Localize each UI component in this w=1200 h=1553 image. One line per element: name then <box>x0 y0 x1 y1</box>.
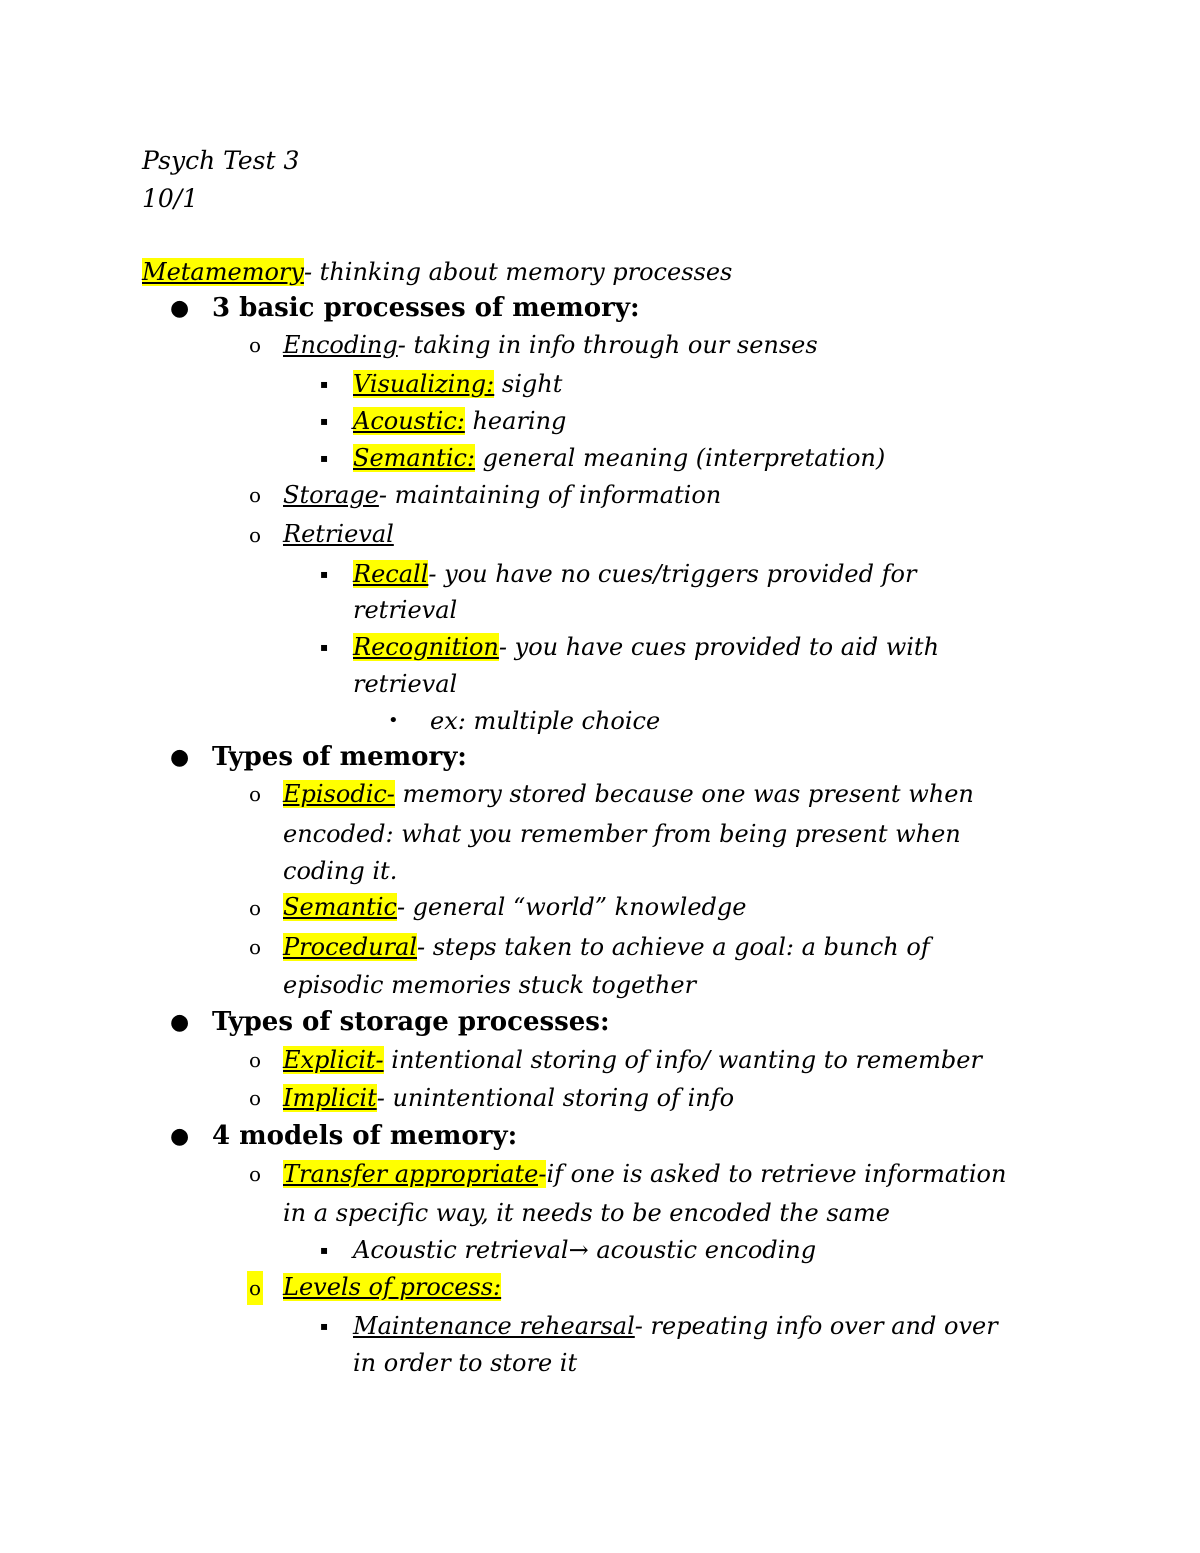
semantic-encoding-definition: general meaning (interpretation) <box>475 444 886 472</box>
square-bullet-icon: ▪ <box>320 377 329 391</box>
square-bullet-icon: ▪ <box>320 414 329 428</box>
square-bullet-icon: ▪ <box>320 567 329 581</box>
term-semantic-memory: Semantic <box>283 893 397 921</box>
term-explicit: Explicit- <box>283 1046 384 1074</box>
encoding-line <box>283 328 818 362</box>
circle-bullet-icon: o <box>249 333 262 357</box>
retrieval-line <box>283 517 394 551</box>
transfer-dash: - <box>538 1160 547 1188</box>
acoustic-encoding-text: acoustic encoding <box>588 1236 817 1264</box>
recall-definition: - you have no cues/triggers provided for <box>428 560 917 588</box>
square-bullet-icon: ▪ <box>320 1243 329 1257</box>
example-line: ex: multiple choice <box>430 707 661 735</box>
recall-line <box>353 557 916 591</box>
circle-bullet-icon: o <box>249 1048 262 1072</box>
circle-bullet-icon: o <box>249 483 262 507</box>
encoding-definition: - taking in info through our senses <box>397 331 818 359</box>
recognition-line <box>353 630 939 664</box>
arrow-right-icon: → <box>568 1236 589 1264</box>
maintenance-definition: - repeating info over and over <box>634 1312 998 1340</box>
transfer-definition: if one is asked to retrieve information <box>546 1160 1007 1188</box>
term-levels-of-process: Levels of process: <box>283 1273 502 1301</box>
term-transfer-appropriate: Transfer appropriate <box>283 1160 539 1188</box>
circle-bullet-icon: o <box>249 1086 262 1110</box>
visualizing-line <box>353 367 562 401</box>
term-recall: Recall <box>353 560 429 588</box>
acoustic-retrieval-text: Acoustic retrieval <box>353 1236 569 1264</box>
maintenance-continuation: in order to store it <box>353 1349 578 1377</box>
recognition-definition: - you have cues provided to aid with <box>498 633 940 661</box>
episodic-continuation-2: coding it. <box>283 857 398 885</box>
procedural-definition: - steps taken to achieve a goal: a bunch of <box>417 933 930 961</box>
implicit-definition: - unintentional storing of info <box>376 1084 735 1112</box>
episodic-definition: memory stored because one was present when <box>394 780 974 808</box>
recognition-continuation: retrieval <box>353 670 458 698</box>
term-metamemory: Metamemory <box>142 258 304 286</box>
term-implicit: Implicit <box>283 1084 377 1112</box>
acoustic-line <box>353 404 566 438</box>
storage-line <box>283 478 721 512</box>
term-recognition: Recognition <box>353 633 499 661</box>
episodic-continuation-1: encoded: what you remember from being present when <box>283 820 961 848</box>
circle-bullet-icon: o <box>249 1162 262 1186</box>
heading-basic-processes: 3 basic processes of memory: <box>212 293 640 323</box>
term-procedural: Procedural <box>283 933 417 961</box>
implicit-line <box>283 1081 734 1115</box>
recall-continuation: retrieval <box>353 596 458 624</box>
visualizing-definition: sight <box>494 370 563 398</box>
bullet-icon: ● <box>170 745 190 770</box>
circle-bullet-icon: o <box>249 523 262 547</box>
explicit-line <box>283 1043 982 1077</box>
transfer-continuation: in a specific way, it needs to be encoded the same <box>283 1199 890 1227</box>
bullet-icon: ● <box>170 1124 190 1149</box>
procedural-line <box>283 930 930 964</box>
levels-line <box>283 1270 501 1304</box>
heading-storage-processes: Types of storage processes: <box>212 1007 610 1037</box>
square-bullet-icon: ▪ <box>320 451 329 465</box>
term-acoustic: Acoustic: <box>353 407 465 435</box>
document-date: 10/1 <box>142 184 199 213</box>
circle-bullet-icon: o <box>249 935 262 959</box>
episodic-line <box>283 777 974 811</box>
heading-models-of-memory: 4 models of memory: <box>212 1121 518 1151</box>
procedural-continuation: episodic memories stuck together <box>283 971 697 999</box>
circle-bullet-icon: o <box>249 896 262 920</box>
storage-definition: - maintaining of information <box>378 481 722 509</box>
explicit-definition: intentional storing of info/ wanting to remember <box>383 1046 982 1074</box>
transfer-line <box>283 1157 1006 1191</box>
square-bullet-icon: ▪ <box>320 640 329 654</box>
semantic-encoding-line <box>353 441 885 475</box>
maintenance-line <box>353 1309 998 1343</box>
heading-types-of-memory: Types of memory: <box>212 742 467 772</box>
acoustic-retrieval-line <box>353 1233 816 1267</box>
term-retrieval: Retrieval <box>283 520 394 548</box>
circle-bullet-icon: o <box>247 1271 263 1305</box>
term-storage: Storage <box>283 481 379 509</box>
term-maintenance-rehearsal: Maintenance rehearsal <box>353 1312 635 1340</box>
term-semantic-encoding: Semantic: <box>353 444 476 472</box>
semantic-memory-definition: - general “world” knowledge <box>396 893 747 921</box>
semantic-memory-line <box>283 890 746 924</box>
square-bullet-icon: ▪ <box>320 1319 329 1333</box>
small-bullet-icon: • <box>388 710 399 731</box>
acoustic-definition: hearing <box>464 407 567 435</box>
document-title: Psych Test 3 <box>142 146 300 175</box>
intro-definition: - thinking about memory processes <box>303 258 733 286</box>
intro-line <box>142 255 732 289</box>
bullet-icon: ● <box>170 1010 190 1035</box>
circle-bullet-icon: o <box>249 782 262 806</box>
term-encoding: Encoding <box>283 331 398 359</box>
bullet-icon: ● <box>170 296 190 321</box>
term-visualizing: Visualizing: <box>353 370 495 398</box>
term-episodic: Episodic- <box>283 780 395 808</box>
